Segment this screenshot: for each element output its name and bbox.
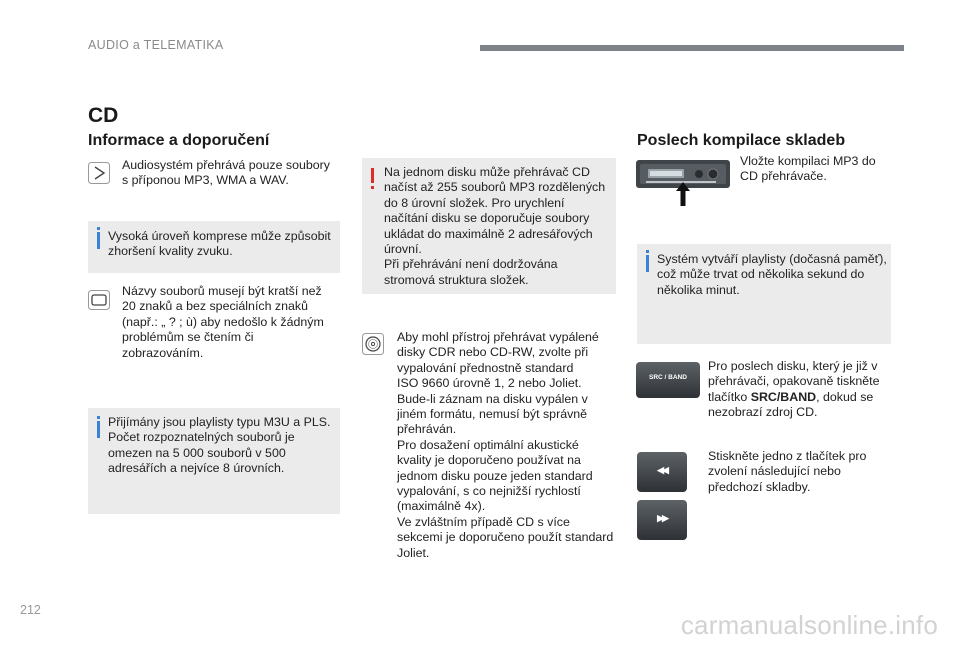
info-box-playlist-memory (637, 244, 891, 344)
info-icon (97, 421, 100, 438)
src-band-button-label: SRC / BAND (649, 374, 687, 381)
cd-line: Pro dosažení optimální akustické kvality je doporučeno používat na jednom disku pouze jeden standard vypalování, s co nejnižší rychlostí (maximálně 4x). (397, 437, 593, 514)
display-icon (88, 290, 110, 310)
header-bar (480, 45, 904, 51)
info-playlist-memory-text: Systém vytváří playlisty (dočasná paměť), což může trvat od několika sekund do několika minut. (657, 252, 887, 297)
fast-forward-icon: ▶▶ (657, 513, 667, 523)
watermark: carmanualsonline.info (680, 610, 938, 640)
page-number: 212 (20, 603, 41, 617)
previous-track-button[interactable] (637, 452, 687, 492)
supported-formats-text: Audiosystém přehrává pouze soubory s příponou MP3, WMA a WAV. (122, 158, 331, 188)
cd-line: Bude-li záznam na disku vypálen v jiném formátu, nemusí být správně přehráván. (397, 391, 588, 437)
src-band-button[interactable] (636, 362, 700, 398)
cd-line: ISO 9660 úrovně 1, 2 nebo Joliet. (397, 376, 582, 391)
cd-line: Aby mohl přístroj přehrávat vypálené disky CDR nebo CD-RW, zvolte při vypalování přednostně standard (397, 330, 599, 375)
warning-box (362, 158, 616, 294)
left-subheading: Informace a doporučení (88, 132, 270, 149)
play-icon (88, 162, 110, 184)
info-icon (646, 255, 649, 272)
disc-icon (362, 333, 384, 355)
warning-icon (371, 168, 374, 183)
rewind-icon: ◀◀ (657, 465, 667, 475)
cd-line: Ve zvláštním případě CD s více sekcemi je doporučeno použít standard Joliet. (397, 514, 614, 560)
info-compression-text: Vysoká úroveň komprese může způsobit zhoršení kvality zvuku. (108, 229, 331, 259)
right-subheading: Poslech kompilace skladeb (637, 132, 846, 149)
section-title: AUDIO a TELEMATIKA (88, 38, 224, 52)
info-playlists-text: Přijímány jsou playlisty typu M3U a PLS. Počet rozpoznatelných souborů je omezen na 5 000 souborů v 500 adresářích a nejvíce 8 úrovních. (108, 415, 331, 476)
warning-line: Na jednom disku může přehrávač CD načíst až 255 souborů MP3 rozdělených do 8 úrovní složek. Pro urychlení načítání disku se doporučuje soubory ukládat do maximálně 2 adresářových úrovní. (384, 165, 606, 257)
warning-line: Při přehrávání není dodržována stromová struktura složek. (384, 257, 558, 287)
cd-standards-text (397, 330, 615, 561)
src-band-keyword: SRC/BAND (750, 389, 817, 404)
track-skip-instruction: Stiskněte jedno z tlačítek pro zvolení následující nebo předchozí skladby. (708, 449, 867, 494)
page-heading: CD (88, 104, 119, 127)
info-box-compression (88, 221, 340, 273)
file-names-text: Názvy souborů musejí být kratší než 20 znaků a bez speciálních znaků (např.: „ ? ; ù) aby nedošlo k žádným problémům se čtením či zobrazováním. (122, 284, 324, 360)
insert-compilation-text: Vložte kompilaci MP3 do CD přehrávače. (740, 154, 876, 184)
warning-text (384, 165, 609, 288)
info-box-playlists (88, 408, 340, 514)
next-track-button[interactable] (637, 500, 687, 540)
info-icon (97, 232, 100, 249)
cd-player-illustration (636, 160, 730, 206)
src-band-instruction: Pro poslech disku, který je již v přehrávači, opakovaně tiskněte tlačítko SRC/BAND, dokud se nezobrazí zdroj CD. (708, 359, 880, 420)
